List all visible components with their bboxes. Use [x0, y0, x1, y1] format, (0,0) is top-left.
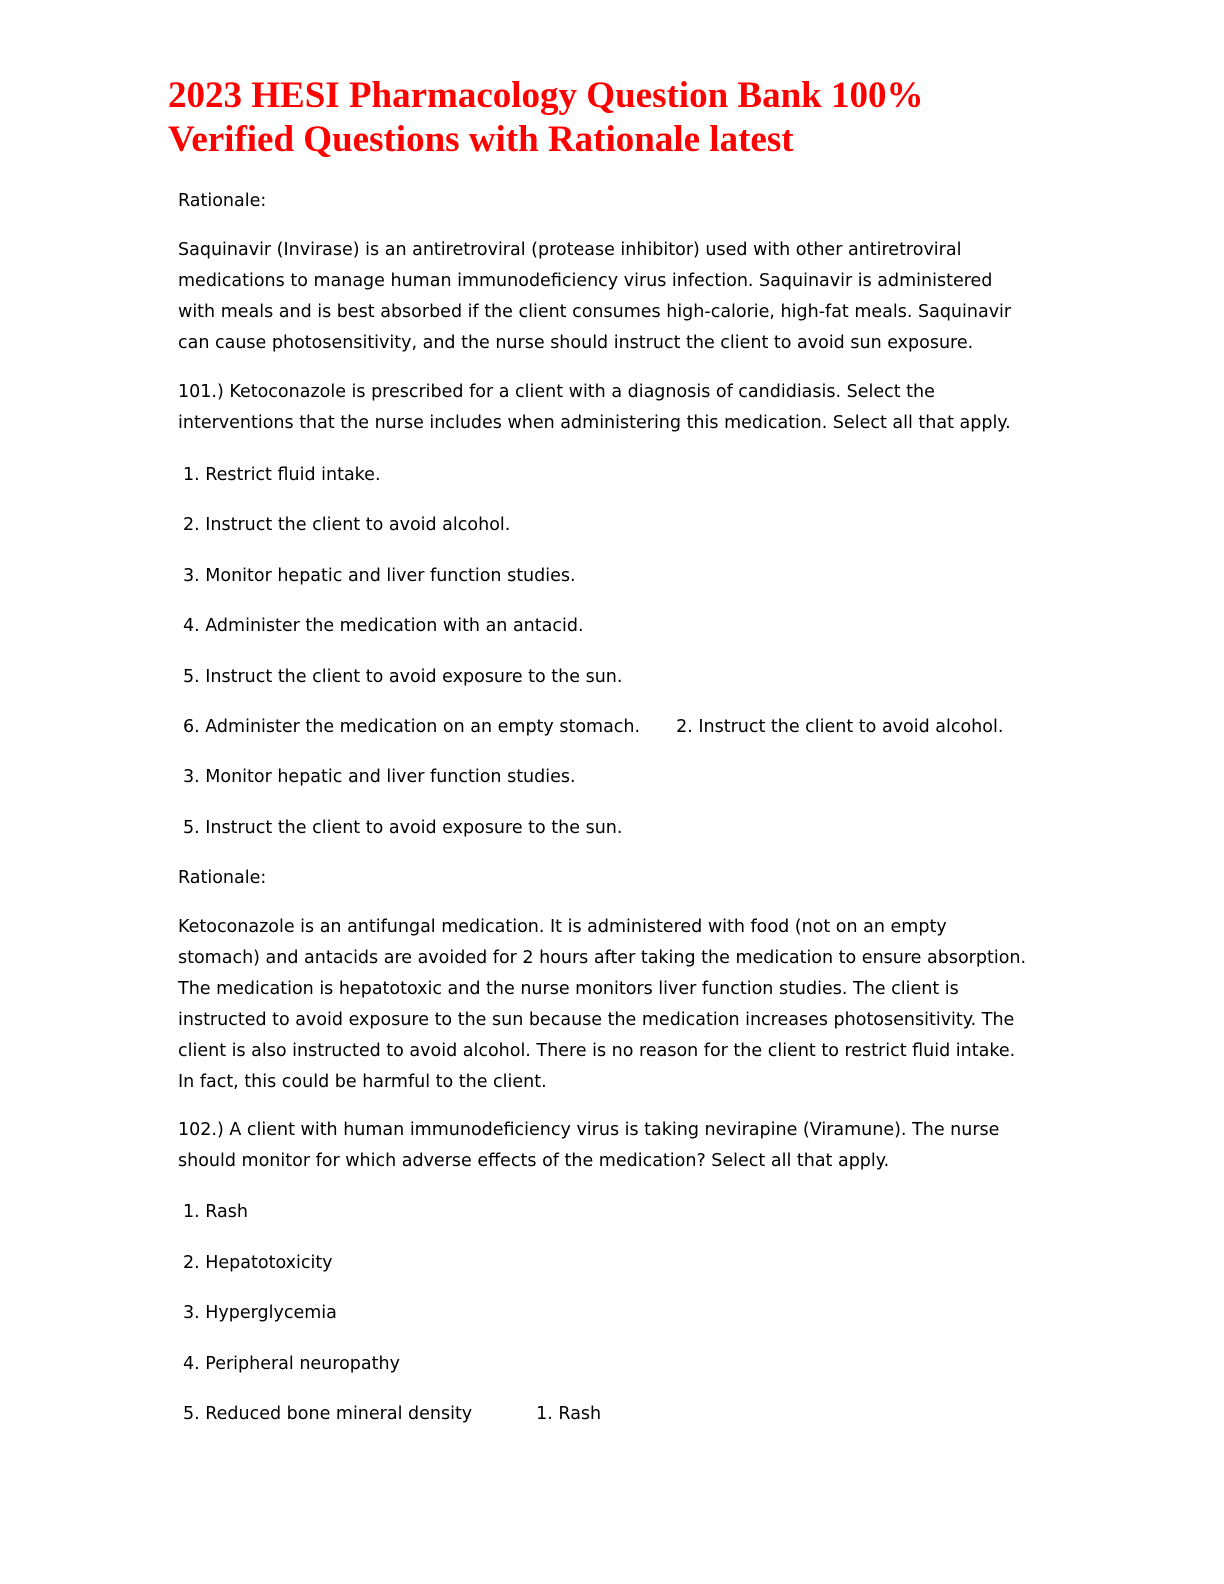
- option-item: 4. Administer the medication with an antacid.: [183, 616, 584, 636]
- question-101: [178, 377, 1011, 439]
- answer-item: 1. Rash: [536, 1404, 602, 1424]
- question-line: 101.) Ketoconazole is prescribed for a client with a diagnosis of candidiasis. Select the: [178, 382, 935, 402]
- option-item: 3. Monitor hepatic and liver function studies.: [183, 566, 576, 586]
- question-102: [178, 1115, 999, 1177]
- option-item: 3. Hyperglycemia: [183, 1303, 337, 1323]
- document-title: [168, 74, 1068, 162]
- option-item: 6. Administer the medication on an empty stomach.: [183, 717, 641, 737]
- option-item: 5. Instruct the client to avoid exposure to the sun.: [183, 667, 623, 687]
- rationale-heading: Rationale:: [178, 868, 267, 888]
- rationale-line: stomach) and antacids are avoided for 2 hours after taking the medication to ensure absorption.: [178, 948, 1027, 968]
- option-item: 2. Instruct the client to avoid alcohol.: [183, 515, 511, 535]
- rationale-heading: Rationale:: [178, 191, 267, 211]
- rationale-line: In fact, this could be harmful to the client.: [178, 1072, 547, 1092]
- answer-item: 5. Instruct the client to avoid exposure to the sun.: [183, 818, 623, 838]
- title-line-1: 2023 HESI Pharmacology Question Bank 100%: [168, 75, 924, 116]
- option-item: 1. Rash: [183, 1202, 248, 1222]
- option-item: 2. Hepatotoxicity: [183, 1253, 333, 1273]
- option-item-with-answer: [183, 1402, 601, 1426]
- rationale-line: instructed to avoid exposure to the sun because the medication increases photosensitivity. The: [178, 1010, 1015, 1030]
- answer-item: 2. Instruct the client to avoid alcohol.: [676, 717, 1004, 737]
- rationale-line: client is also instructed to avoid alcohol. There is no reason for the client to restrict fluid intake.: [178, 1041, 1016, 1061]
- option-item: 1. Restrict fluid intake.: [183, 465, 381, 485]
- rationale-paragraph: [178, 235, 1011, 359]
- option-item-with-answer: [183, 715, 1003, 739]
- rationale-line: can cause photosensitivity, and the nurse should instruct the client to avoid sun exposure.: [178, 333, 974, 353]
- rationale-line: medications to manage human immunodeficiency virus infection. Saquinavir is administered: [178, 271, 993, 291]
- question-line: interventions that the nurse includes when administering this medication. Select all that apply.: [178, 413, 1011, 433]
- option-item: 5. Reduced bone mineral density: [183, 1404, 473, 1424]
- rationale-line: Saquinavir (Invirase) is an antiretroviral (protease inhibitor) used with other antiretroviral: [178, 240, 962, 260]
- rationale-paragraph: [178, 912, 1026, 1098]
- rationale-line: The medication is hepatotoxic and the nurse monitors liver function studies. The client is: [178, 979, 959, 999]
- title-line-2: Verified Questions with Rationale latest: [168, 119, 794, 160]
- question-line: 102.) A client with human immunodeficiency virus is taking nevirapine (Viramune). The nurse: [178, 1120, 1000, 1140]
- rationale-line: with meals and is best absorbed if the client consumes high-calorie, high-fat meals. Saquinavir: [178, 302, 1012, 322]
- option-item: 4. Peripheral neuropathy: [183, 1354, 400, 1374]
- rationale-line: Ketoconazole is an antifungal medication. It is administered with food (not on an empty: [178, 917, 947, 937]
- answer-item: 3. Monitor hepatic and liver function studies.: [183, 767, 576, 787]
- question-line: should monitor for which adverse effects of the medication? Select all that apply.: [178, 1151, 890, 1171]
